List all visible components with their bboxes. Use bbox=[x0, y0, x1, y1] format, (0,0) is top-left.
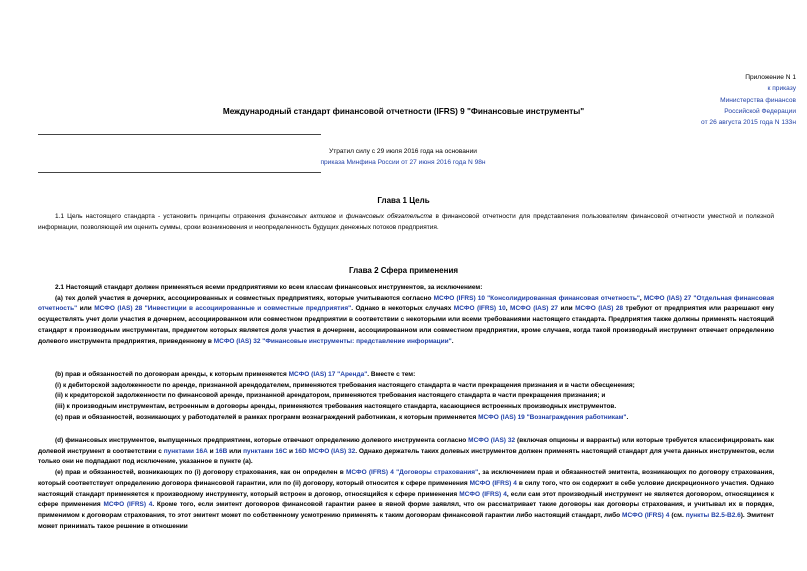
text-run: требуют от предприятия или разрешают ему осуществлять учет доли участия в дочернем, ассоциированном или совместном предприятии в соответствии с некоторыми или всеми требованиями настоящего стандарта. Предприятия также должны применять настоящий стандарт к производным инструментам, предметом которых является доля участия в дочернем, ассоциированном или совместном предприятии, кроме случаев, когда такой производный инструмент отвечает определению долевого инструмента предприятия, приведенному в bbox=[38, 305, 774, 345]
para-b2-5-link[interactable]: пункты В2.5-В2.6 bbox=[685, 511, 741, 519]
ifrs10-short-link[interactable]: МСФО (IFRS) 10 bbox=[453, 305, 506, 313]
item-b-ii: (ii) к кредиторской задолженности по финансовой аренде, признанной арендатором, применяются требования настоящего стандарта в части прекращения признания; и bbox=[55, 392, 606, 400]
ias32-link[interactable]: МСФО (IAS) 32 "Финансовые инструменты: представление информации" bbox=[213, 337, 452, 345]
ministry-link-1[interactable]: Министерства финансов bbox=[720, 96, 796, 104]
chapter-2-heading: Глава 2 Сфера применения bbox=[348, 266, 459, 275]
chapter-1-paragraph bbox=[38, 212, 774, 233]
ias28-short-link[interactable]: МСФО (IAS) 28 bbox=[575, 305, 624, 313]
text-run: (см. bbox=[669, 511, 686, 519]
divider-bottom bbox=[38, 172, 321, 173]
text-run: (включая опционы и варранты) или которые требуется классифицировать как долевой инструмент в соответствии с bbox=[38, 437, 775, 455]
item-b-iii: (iii) к производным инструментам, встроенным в договоры аренды, применяются требования настоящего стандарта, касающиеся встроенных производных инструментов. bbox=[55, 403, 617, 411]
item-c bbox=[38, 413, 774, 424]
text-run: и bbox=[207, 447, 216, 455]
text-run: (c) прав и обязанностей, возникающих у работодателей в рамках программ вознаграждений работникам, к которым применяется bbox=[55, 413, 479, 421]
text-run: . Однако в некоторых случаях bbox=[351, 305, 454, 313]
ifrs10-link[interactable]: МСФО (IFRS) 10 "Консолидированная финансовая отчетность" bbox=[433, 294, 640, 302]
order-date-link[interactable]: от 26 августа 2015 года N 133н bbox=[701, 119, 796, 127]
text-run: . Однако держатель таких долевых инструментов должен применять настоящий стандарт для учета данных инструментов, если только они не подпадают под исключение, указанное в пункте (a). bbox=[38, 447, 774, 466]
text-run: и bbox=[335, 213, 346, 220]
text-run: или bbox=[227, 447, 244, 455]
text-run: 1.1 Цель настоящего стандарта - установить принципы отражения bbox=[55, 213, 269, 220]
text-run: (d) финансовых инструментов, выпущенных предприятием, которые отвечают определению долевого инструмента согласно bbox=[55, 437, 469, 444]
text-run: (e) прав и обязанностей, возникающих по (i) договору страхования, как он определен в bbox=[55, 469, 346, 477]
ifrs4-link[interactable]: МСФО (IFRS) 4 "Договоры страхования" bbox=[345, 469, 479, 477]
item-b bbox=[38, 370, 774, 381]
order-link[interactable]: к приказу bbox=[767, 85, 796, 93]
text-run: , bbox=[505, 305, 511, 313]
text-run: ). Эмитент может принимать такое решение в отношении bbox=[38, 511, 774, 530]
text-run: . Вместе с тем: bbox=[367, 371, 416, 378]
divider-top bbox=[38, 134, 321, 135]
chapter-1-heading: Глава 1 Цель bbox=[377, 196, 430, 205]
ifrs4-e5-link[interactable]: МСФО (IFRS) 4 bbox=[622, 511, 670, 519]
text-run: и bbox=[287, 447, 295, 455]
ias32-d-link[interactable]: МСФО (IAS) 32 bbox=[468, 437, 516, 444]
text-run: , за исключением прав и обязанностей эмитента, возникающих по договору страхования, который соответствует определению договора финансовой гарантии, или по (ii) договору, который относится к сфере применения bbox=[38, 469, 774, 487]
ias27-link[interactable]: МСФО (IAS) 27 "Отдельная финансовая отчетность" bbox=[38, 294, 774, 313]
ifrs4-e3-link[interactable]: МСФО (IFRS) 4 bbox=[459, 490, 507, 498]
repeal-order-link[interactable]: приказа Минфина России от 27 июня 2016 года N 98н bbox=[320, 159, 486, 166]
para-16a-link[interactable]: пунктами 16А bbox=[163, 447, 208, 455]
text-run: в финансовой отчетности для представления пользователям финансовой отчетности уместной и полезной информации, позволяющей им оценить суммы, сроки возникновения и неопределенность будущих денежных потоков предприятия. bbox=[38, 213, 774, 231]
ifrs4-e4-link[interactable]: МСФО (IFRS) 4 bbox=[103, 501, 153, 509]
term-financial-assets: финансовых активов bbox=[268, 213, 336, 220]
ministry-link-2[interactable]: Российской Федерации bbox=[724, 107, 796, 115]
item-d-block bbox=[38, 436, 774, 532]
ias19-link[interactable]: МСФО (IAS) 19 "Вознаграждения работникам" bbox=[478, 413, 627, 421]
ias17-link[interactable]: МСФО (IAS) 17 "Аренда" bbox=[288, 371, 368, 378]
term-financial-liabilities: финансовых обязательств bbox=[345, 213, 433, 220]
item-b-block bbox=[38, 370, 774, 424]
ias27-short-link[interactable]: МСФО (IAS) 27 bbox=[510, 305, 559, 313]
chapter-2-body bbox=[38, 283, 774, 347]
repeal-notice bbox=[250, 146, 556, 168]
para-16d-link[interactable]: 16D bbox=[294, 447, 307, 455]
appendix-header bbox=[701, 72, 796, 128]
text-run: (а) тех долей участия в дочерних, ассоциированных и совместных предприятиях, которые учитываются согласно bbox=[55, 294, 434, 302]
para-16c-link[interactable]: пунктами 16С bbox=[243, 447, 288, 455]
repeal-notice-text: Утратил силу с 29 июля 2016 года на основании bbox=[329, 148, 477, 155]
item-e bbox=[38, 468, 774, 532]
paragraph-2-1: 2.1 Настоящий стандарт должен применяться всеми предприятиями ко всем классам финансовых инструментов, за исключением: bbox=[55, 284, 483, 291]
text-run: . bbox=[451, 337, 454, 345]
text-run: . Кроме того, если эмитент договоров финансовой гарантии ранее в явной форме заявлял, что он рассматривает такие договоры как договоры страхования, и учитывал их в порядке, применимом к договорам страхования, то этот эмитент может по собственному усмотрению применять к таким договорам финансовой гарантии либо настоящий стандарт, либо bbox=[38, 501, 774, 519]
text-run: в силу того, что он содержит в себе условие дискреционного участия. Однако настоящий стандарт применяется к производному инструменту, который встроен в договор, относящийся к сфере применения bbox=[38, 479, 774, 498]
text-run: или bbox=[77, 305, 95, 313]
text-run: . bbox=[626, 413, 629, 421]
document-title: Международный стандарт финансовой отчетности (IFRS) 9 "Финансовые инструменты" bbox=[222, 107, 585, 116]
paragraph-1-1 bbox=[38, 212, 774, 233]
item-a bbox=[38, 294, 774, 348]
para-16b-link[interactable]: 16В bbox=[215, 447, 228, 455]
item-d bbox=[38, 436, 774, 468]
item-b-i: (i) к дебиторской задолженности по аренде, признанной арендодателем, применяются требования настоящего стандарта в части прекращения признания и в части обесценения; bbox=[55, 381, 635, 389]
text-run: или bbox=[558, 305, 576, 313]
text-run: , bbox=[639, 294, 644, 302]
text-run: (b) прав и обязанностей по договорам аренды, к которым применяется bbox=[55, 371, 289, 378]
ifrs4-e2-link[interactable]: МСФО (IFRS) 4 bbox=[469, 479, 517, 487]
text-run: , если сам этот производный инструмент не является договором, относящимся к сфере применения bbox=[38, 490, 774, 509]
ias28-link[interactable]: МСФО (IAS) 28 "Инвестиции в ассоциированные и совместные предприятия" bbox=[94, 305, 352, 313]
appendix-label: Приложение N 1 bbox=[745, 74, 796, 81]
ias32-d2-link[interactable]: МСФО (IAS) 32 bbox=[308, 447, 356, 455]
